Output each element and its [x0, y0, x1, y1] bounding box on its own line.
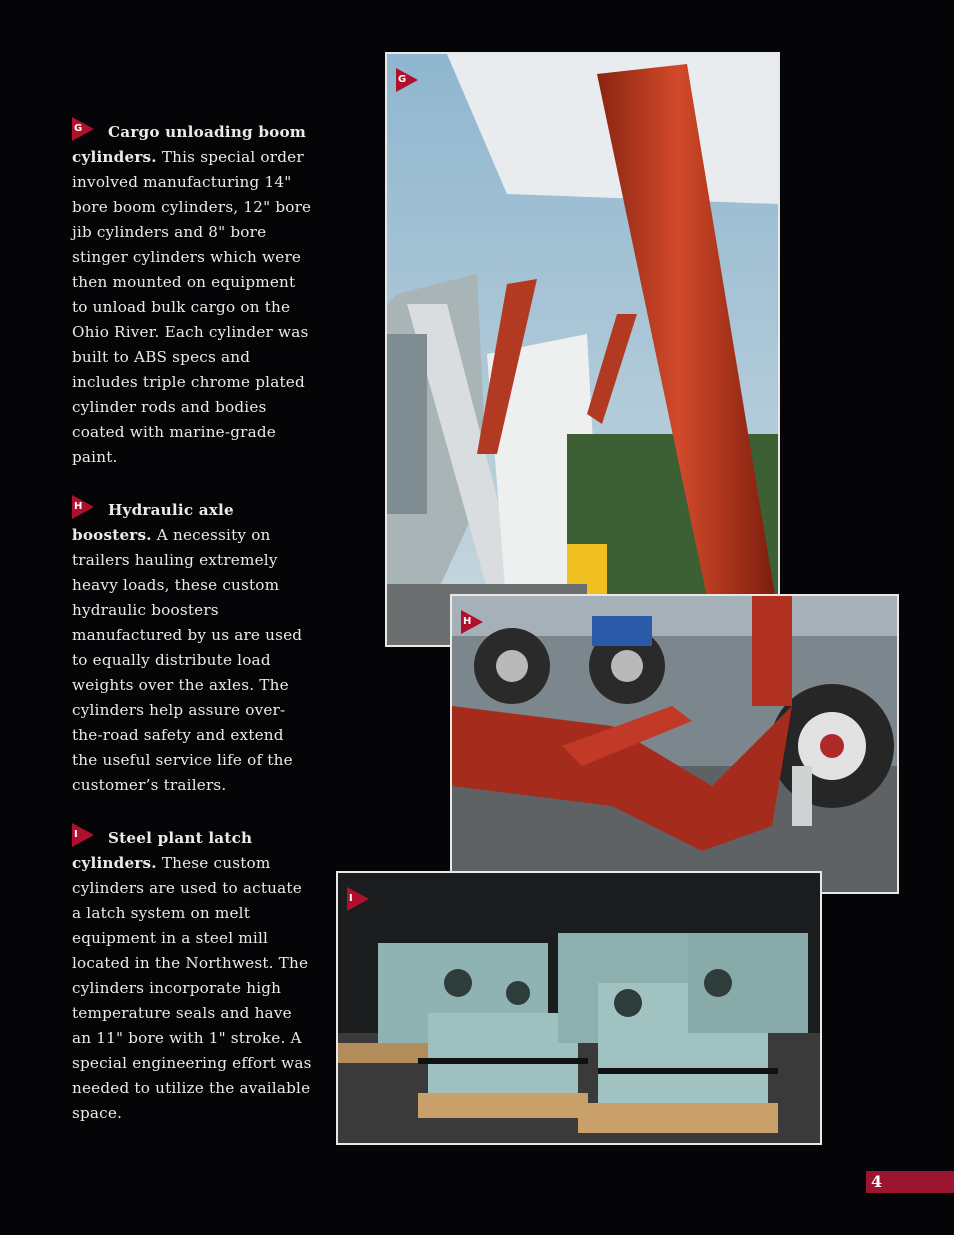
marker-letter: G: [74, 123, 83, 134]
entry-body: This special order involved manufacturing 14" bore boom cylinders, 12" bore jib cylinders and 8" bore stinger cylinders which were then mounted on equipment to unload bulk cargo on the Ohio River. Each cylinder was built to ABS specs and includes triple chrome plated cylinder rods and bodies coated with marine-grade paint.: [72, 148, 312, 466]
entry-latch-cylinders: [72, 823, 312, 1126]
marker-triangle-icon: [72, 117, 94, 141]
marker-triangle-icon: [72, 495, 94, 519]
boom-illustration: [387, 54, 778, 645]
latch-illustration: [338, 873, 820, 1143]
entry-axle-boosters: [72, 495, 312, 798]
entry-heading: Cargo unloading boom cylinders.: [72, 123, 307, 166]
marker-triangle-icon: [72, 823, 94, 847]
page-number: 4: [871, 1172, 883, 1191]
entry-heading: Hydraulic axle boosters.: [72, 501, 234, 544]
marker-letter: I: [74, 829, 78, 840]
photo-latch-cylinders: [336, 871, 822, 1145]
photo-marker-letter: G: [398, 74, 407, 85]
text-column: [72, 117, 312, 1151]
page-number-tab: [866, 1171, 954, 1193]
photo-marker-h-icon: [461, 610, 483, 634]
entry-body: These custom cylinders are used to actuate a latch system on melt equipment in a steel mill located in the Northwest. The cylinders incorporate high temperature seals and have an 11" bore with 1" stroke. A special engineering effort was needed to utilize the available space.: [72, 854, 312, 1122]
photo-marker-g-icon: [396, 68, 418, 92]
axle-illustration: [452, 596, 897, 892]
photo-axle-boosters: [450, 594, 899, 894]
entry-cargo-unloading: [72, 117, 312, 470]
photo-marker-i-icon: [347, 887, 369, 911]
marker-letter: H: [74, 501, 83, 512]
photo-marker-letter: I: [349, 893, 353, 904]
entry-heading: Steel plant latch cylinders.: [72, 829, 253, 872]
entry-body: A necessity on trailers hauling extremely heavy loads, these custom hydraulic boosters manufactured by us are used to equally distribute load weights over the axles. The cylinders help assure over-the-road safety and extend the useful service life of the customer’s trailers.: [72, 526, 303, 794]
photo-marker-letter: H: [463, 616, 472, 627]
photo-boom-cylinders: [385, 52, 780, 647]
